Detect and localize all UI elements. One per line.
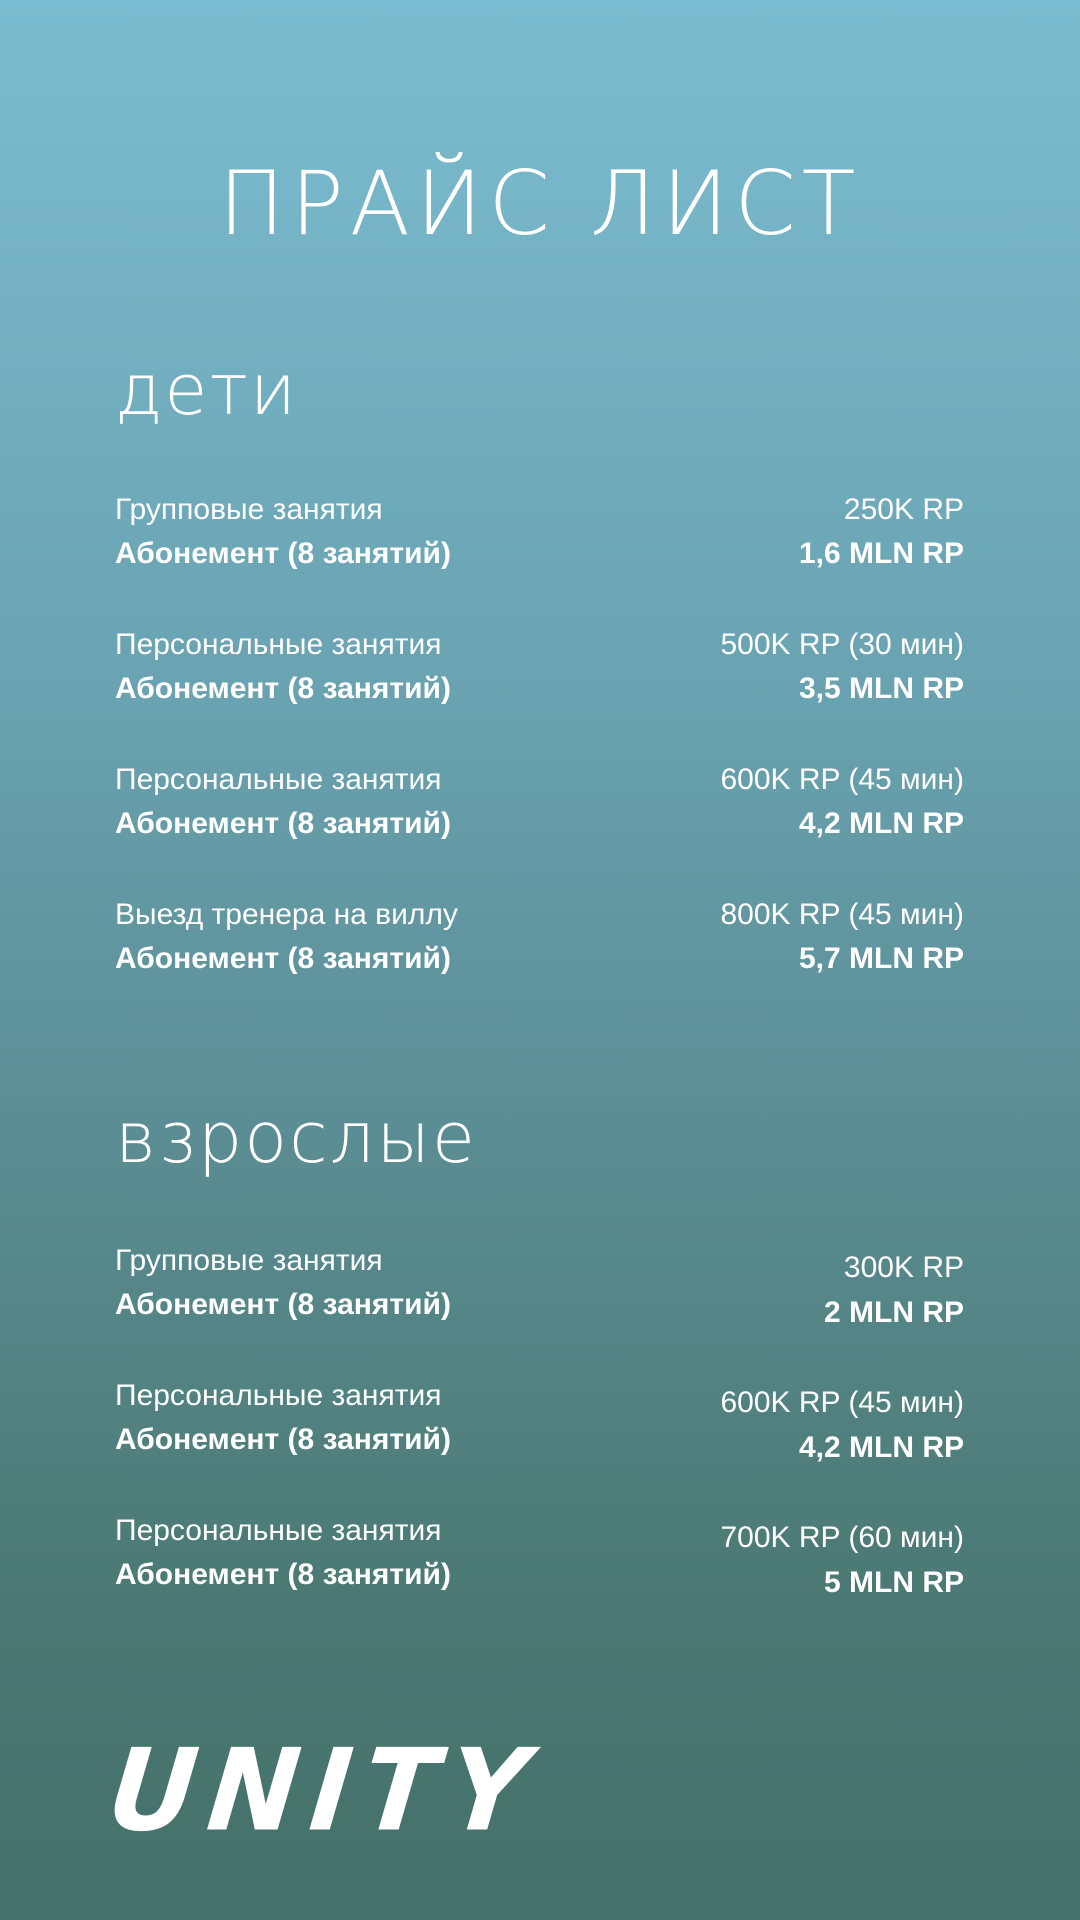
section-title-adults: взрослые xyxy=(115,1097,477,1179)
service-price: 250K RP xyxy=(843,493,964,526)
price-row xyxy=(115,762,964,852)
service-price: 600K RP (45 мин) xyxy=(720,763,964,796)
price-row xyxy=(115,627,964,717)
subscription-price: 4,2 MLN RP xyxy=(798,1431,964,1464)
service-price: 800K RP (45 мин) xyxy=(720,898,964,931)
subscription-label: Абонемент (8 занятий) xyxy=(115,672,451,705)
price-row xyxy=(115,1378,964,1468)
subscription-price: 5,7 MLN RP xyxy=(798,942,964,975)
service-name: Персональные занятия xyxy=(115,1514,442,1547)
service-name: Групповые занятия xyxy=(115,1244,383,1277)
service-price: 700K RP (60 мин) xyxy=(720,1521,964,1554)
price-row xyxy=(115,1243,964,1333)
service-name: Групповые занятия xyxy=(115,493,383,526)
service-price: 300K RP xyxy=(843,1251,964,1284)
section-title-kids: дети xyxy=(115,349,298,431)
subscription-label: Абонемент (8 занятий) xyxy=(115,1558,451,1591)
subscription-label: Абонемент (8 занятий) xyxy=(115,807,451,840)
price-row xyxy=(115,492,964,582)
subscription-price: 4,2 MLN RP xyxy=(798,807,964,840)
service-price: 600K RP (45 мин) xyxy=(720,1386,964,1419)
service-name: Персональные занятия xyxy=(115,628,442,661)
subscription-price: 2 MLN RP xyxy=(823,1296,964,1329)
subscription-label: Абонемент (8 занятий) xyxy=(115,1423,451,1456)
price-row xyxy=(115,897,964,987)
subscription-price: 1,6 MLN RP xyxy=(798,537,964,570)
service-name: Персональные занятия xyxy=(115,1379,442,1412)
subscription-label: Абонемент (8 занятий) xyxy=(115,537,451,570)
price-row xyxy=(115,1513,964,1603)
page-title: ПРАЙС ЛИСТ xyxy=(218,152,862,255)
subscription-price: 5 MLN RP xyxy=(823,1566,964,1599)
service-name: Выезд тренера на виллу xyxy=(115,898,458,931)
brand-logo: UNITY xyxy=(102,1725,547,1857)
service-price: 500K RP (30 мин) xyxy=(720,628,964,661)
subscription-price: 3,5 MLN RP xyxy=(798,672,964,705)
service-name: Персональные занятия xyxy=(115,763,442,796)
subscription-label: Абонемент (8 занятий) xyxy=(115,942,451,975)
subscription-label: Абонемент (8 занятий) xyxy=(115,1288,451,1321)
